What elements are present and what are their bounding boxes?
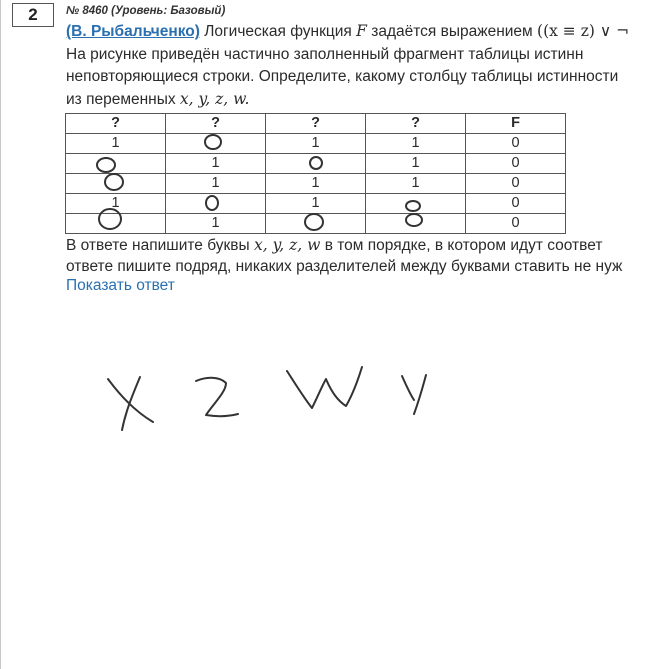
table-cell: [266, 154, 366, 174]
table-cell: 1: [266, 174, 366, 194]
table-row: [66, 134, 566, 154]
table-cell: 0: [466, 214, 566, 234]
header-cell: ?: [366, 114, 466, 134]
function-name: F: [356, 22, 367, 40]
problem-line-4: [66, 90, 249, 109]
table-cell: 0: [466, 134, 566, 154]
table-cell: 1: [166, 174, 266, 194]
handwritten-letter-z: [196, 378, 238, 416]
line4-text: из переменных: [66, 91, 180, 108]
problem-number: 2: [12, 3, 54, 27]
header-cell: ?: [66, 114, 166, 134]
handwritten-letter-x: [108, 377, 153, 430]
function-expression: ((x ≡ z) ∨ ¬: [537, 22, 630, 40]
problem-meta: № 8460 (Уровень: Базовый): [66, 5, 226, 17]
table-cell: 1: [66, 134, 166, 154]
author-link[interactable]: (В. Рыбальченко): [66, 23, 200, 40]
line1-text: Логическая функция: [199, 23, 357, 40]
handwritten-letter-y: [402, 375, 426, 414]
show-answer-link[interactable]: Показать ответ: [66, 277, 175, 294]
table-cell: 1: [366, 174, 466, 194]
table-cell: [166, 194, 266, 214]
handwritten-answer: [108, 367, 426, 430]
table-cell: 1: [66, 194, 166, 214]
header-cell: ?: [266, 114, 366, 134]
table-cell: 1: [366, 134, 466, 154]
table-cell: [66, 154, 166, 174]
answer-text-b: в том порядке, в котором идут соответ: [320, 237, 603, 254]
problem-line-2: На рисунке приведён частично заполненный фрагмент таблицы истинн: [66, 46, 584, 63]
table-cell: 0: [466, 194, 566, 214]
table-cell: [366, 214, 466, 234]
table-row: [66, 154, 566, 174]
table-row: [66, 194, 566, 214]
answer-text-a: В ответе напишите буквы: [66, 237, 254, 254]
table-cell: [166, 134, 266, 154]
table-cell: 1: [366, 154, 466, 174]
answer-instruction-1: [66, 236, 602, 255]
header-cell: ?: [166, 114, 266, 134]
answer-instruction-2: ответе пишите подряд, никаких разделителей между буквами ставить не нуж: [66, 258, 623, 275]
line1-text2: задаётся выражением: [366, 23, 538, 40]
table-cell: [66, 174, 166, 194]
table-row: [66, 174, 566, 194]
table-cell: [266, 214, 366, 234]
table-cell: 1: [166, 214, 266, 234]
table-cell: [66, 214, 166, 234]
variables-list: x, y, z, w.: [179, 90, 250, 108]
table-cell: 0: [466, 174, 566, 194]
left-border: [0, 0, 1, 669]
table-row: [66, 214, 566, 234]
table-cell: 1: [266, 134, 366, 154]
header-cell: F: [466, 114, 566, 134]
table-cell: 1: [166, 154, 266, 174]
truth-table: [65, 113, 566, 234]
table-cell: [366, 194, 466, 214]
table-cell: 1: [266, 194, 366, 214]
answer-vars: x, y, z, w: [253, 236, 321, 254]
table-header-row: [66, 114, 566, 134]
table-cell: 0: [466, 154, 566, 174]
problem-line-3: неповторяющиеся строки. Определите, какому столбцу таблицы истинности: [66, 68, 619, 85]
handwritten-letter-w: [287, 367, 362, 408]
problem-line-1: [66, 22, 629, 41]
